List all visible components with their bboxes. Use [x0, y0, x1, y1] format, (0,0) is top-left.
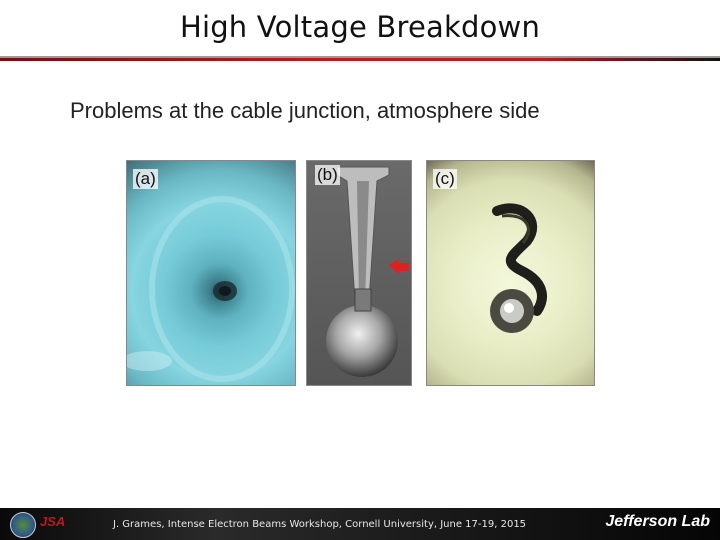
- photo-panel-c: [426, 160, 595, 386]
- panel-b-illustration: [307, 161, 411, 385]
- slide-title: High Voltage Breakdown: [179, 10, 541, 44]
- panel-a-illustration: [127, 161, 295, 385]
- arrow-indicator: [389, 259, 409, 275]
- slide-subtitle: Problems at the cable junction, atmosphere side: [70, 98, 540, 123]
- panel-c-illustration: [427, 161, 594, 385]
- panel-label-a: (a): [135, 169, 156, 188]
- diagram-panel-b: [306, 160, 412, 386]
- panel-label-c: (c): [435, 169, 455, 188]
- title-divider-red: [0, 58, 720, 61]
- footer-citation: J. Grames, Intense Electron Beams Workshop, Cornell University, June 17-19, 2015: [113, 519, 527, 530]
- doe-seal-icon: [10, 512, 36, 538]
- photo-panel-a: [126, 160, 296, 386]
- jefferson-lab-logo: Jefferson Lab: [605, 513, 710, 530]
- panel-label-b: (b): [317, 165, 338, 184]
- jsa-logo: JSA: [40, 514, 66, 529]
